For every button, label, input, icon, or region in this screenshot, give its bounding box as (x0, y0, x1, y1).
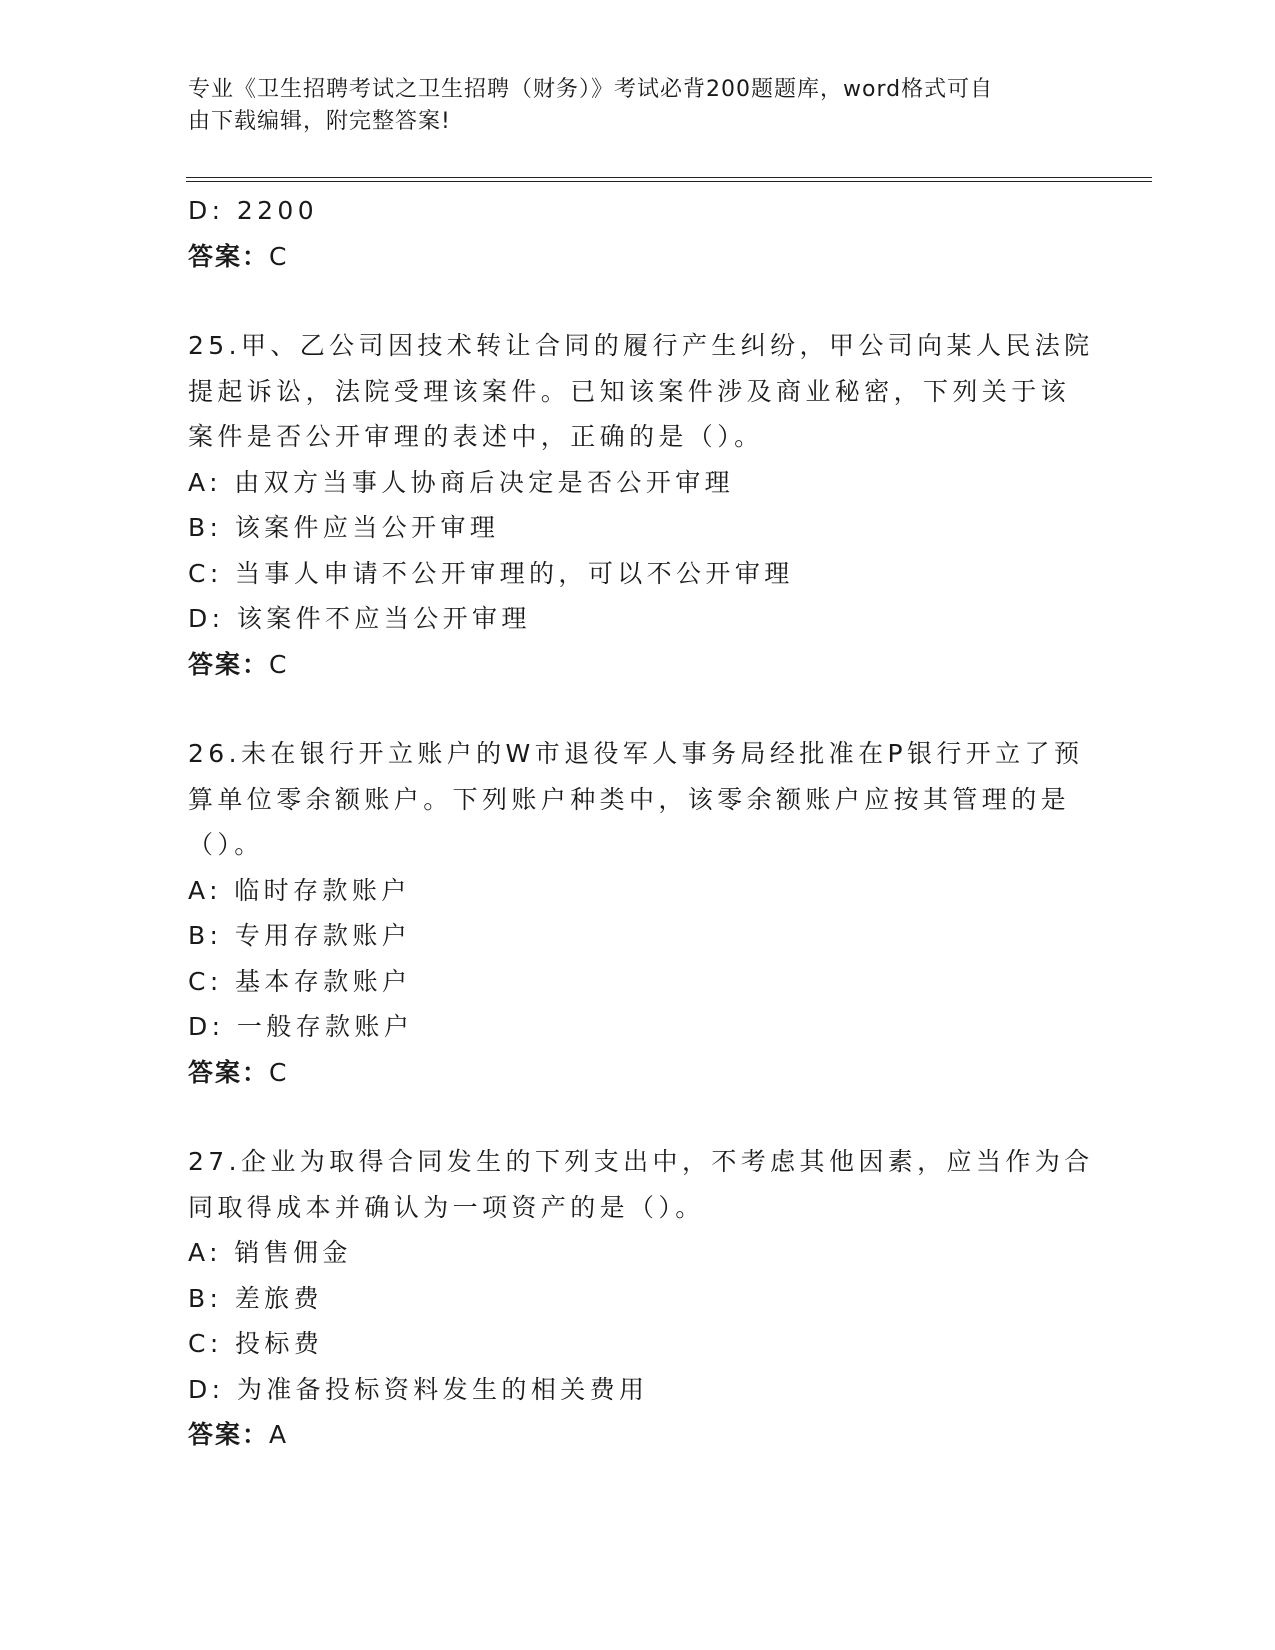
previous-question-tail (188, 188, 1088, 279)
question-stem-line: 25.甲、乙公司因技术转让合同的履行产生纠纷，甲公司向某人民法院 (188, 331, 1094, 360)
question-stem-line: （）。 (188, 830, 264, 859)
question-stem-line: 提起诉讼，法院受理该案件。已知该案件涉及商业秘密，下列关于该 (188, 376, 1071, 406)
answer-label: 答案： (188, 1057, 270, 1087)
question-gap (188, 687, 1088, 731)
answer-label: 答案： (188, 241, 270, 271)
option-d: D: 一般存款账户 (188, 1012, 414, 1041)
question-gap (188, 279, 1088, 323)
answer-value: A (269, 1420, 289, 1449)
option-b: B: 专用存款账户 (188, 921, 412, 950)
option-d: D: 该案件不应当公开审理 (188, 604, 531, 633)
question-25 (188, 323, 1094, 687)
answer-value: C (269, 1057, 289, 1087)
option-b: B: 该案件应当公开审理 (188, 513, 500, 542)
question-26 (188, 731, 1088, 1095)
question-stem-line: 算单位零余额账户。下列账户种类中，该零余额账户应按其管理的是 (188, 784, 1071, 814)
option-d: D: 2200 (188, 196, 319, 225)
question-stem-line: 26.未在银行开立账户的W市退役军人事务局经批准在P银行开立了预 (188, 739, 1084, 768)
answer-line (188, 642, 1088, 688)
answer-line (188, 1050, 1088, 1096)
question-stem-line: 27.企业为取得合同发生的下列支出中，不考虑其他因素，应当作为合 (188, 1147, 1094, 1176)
header-divider (186, 177, 1152, 182)
question-stem-line: 同取得成本并确认为一项资产的是（）。 (188, 1192, 705, 1222)
answer-value: C (269, 241, 289, 271)
header-line-2: 由下载编辑，附完整答案! (188, 109, 451, 134)
answer-line (188, 1412, 1088, 1458)
option-a: A: 临时存款账户 (188, 875, 411, 905)
option-c: C: 基本存款账户 (188, 966, 412, 996)
question-gap (188, 1095, 1088, 1139)
question-stem-line: 案件是否公开审理的表述中，正确的是（）。 (188, 422, 764, 451)
answer-label: 答案： (188, 649, 270, 679)
option-b: B: 差旅费 (188, 1283, 323, 1313)
option-c: C: 当事人申请不公开审理的，可以不公开审理 (188, 558, 794, 588)
answer-line (188, 234, 1088, 280)
question-27 (188, 1139, 1094, 1458)
answer-label: 答案： (188, 1420, 270, 1449)
header-line-1: 专业《卫生招聘考试之卫生招聘（财务）》考试必背200题题库，word格式可自 (188, 77, 994, 102)
option-d: D: 为准备投标资料发生的相关费用 (188, 1374, 649, 1404)
answer-value: C (269, 649, 289, 679)
option-c: C: 投标费 (188, 1329, 324, 1358)
document-header (188, 74, 1068, 138)
option-a: A: 销售佣金 (188, 1238, 352, 1267)
option-a: A: 由双方当事人协商后决定是否公开审理 (188, 467, 735, 497)
document-body (188, 188, 1094, 1458)
